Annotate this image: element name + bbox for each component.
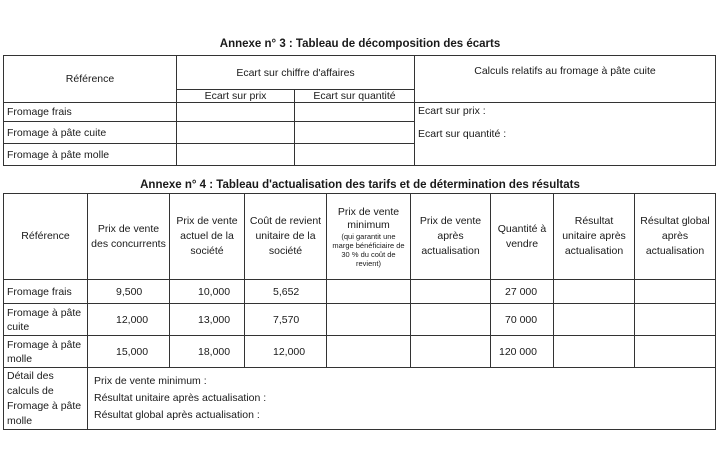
t4-cell xyxy=(327,280,411,304)
t4-cout-revient: 12,000 xyxy=(245,336,327,368)
t4-cout-revient-header: Coût de revient unitaire de la société xyxy=(245,194,327,280)
t3-cell xyxy=(177,103,295,122)
t4-cell xyxy=(554,304,635,336)
t3-cell xyxy=(295,103,415,122)
t4-quantite: 70 000 xyxy=(491,304,554,336)
t3-reference-header: Référence xyxy=(4,56,177,103)
t4-cell xyxy=(411,304,491,336)
t3-calc-prix: Ecart sur prix : xyxy=(415,103,716,122)
t3-ecart-ca-header: Ecart sur chiffre d'affaires xyxy=(177,56,415,90)
t3-cell xyxy=(177,144,295,166)
t3-ecart-quantite-header: Ecart sur quantité xyxy=(295,90,415,103)
t3-row-label: Fromage frais xyxy=(4,103,177,122)
t4-reference-header: Référence xyxy=(4,194,88,280)
t4-prix-min-note-b: marge bénéficiaire de 30 % du coût de revient) xyxy=(332,240,405,268)
t4-quantite: 27 000 xyxy=(491,280,554,304)
t4-prix-min-label: Prix de vente minimum xyxy=(337,205,400,231)
t4-quantite-header: Quantité à vendre xyxy=(491,194,554,280)
t4-detail-line: Résultat unitaire après actualisation : xyxy=(94,392,267,404)
t4-cell xyxy=(635,280,716,304)
t4-prix-actuel: 18,000 xyxy=(170,336,245,368)
t4-cell xyxy=(635,304,716,336)
t4-resultat-unitaire-header: Résultat unitaire après actualisation xyxy=(554,194,635,280)
t4-prix-concurrents-header: Prix de vente des concurrents xyxy=(88,194,170,280)
t3-calc-quantite: Ecart sur quantité : xyxy=(415,122,716,166)
t4-resultat-global-header: Résultat global après actualisation xyxy=(635,194,716,280)
actualisation-table xyxy=(3,193,716,430)
t4-cout-revient: 5,652 xyxy=(245,280,327,304)
t4-detail-block xyxy=(88,368,716,430)
t3-row-label: Fromage à pâte molle xyxy=(4,144,177,166)
t4-cell xyxy=(327,336,411,368)
t4-row-label: Fromage frais xyxy=(4,280,88,304)
t4-prix-actuel: 10,000 xyxy=(170,280,245,304)
t4-row-label: Fromage à pâte molle xyxy=(4,336,88,368)
t4-cell xyxy=(554,336,635,368)
t4-prix-concurrents: 9,500 xyxy=(88,280,170,304)
t3-ecart-prix-header: Ecart sur prix xyxy=(177,90,295,103)
t4-prix-apres-header: Prix de vente après actualisation xyxy=(411,194,491,280)
t3-cell xyxy=(177,122,295,144)
t3-calculs-header: Calculs relatifs au fromage à pâte cuite xyxy=(415,56,716,103)
t4-prix-min-header xyxy=(327,194,411,280)
annexe3-title: Annexe n° 3 : Tableau de décomposition des écarts xyxy=(219,38,501,50)
t4-cell xyxy=(411,336,491,368)
t4-cell xyxy=(411,280,491,304)
t3-cell xyxy=(295,122,415,144)
t4-prix-actuel: 13,000 xyxy=(170,304,245,336)
t4-quantite: 120 000 xyxy=(491,336,554,368)
t4-prix-concurrents: 12,000 xyxy=(88,304,170,336)
t4-detail-label: Détail des calculs de Fromage à pâte molle xyxy=(4,368,88,430)
ecarts-table xyxy=(3,55,716,166)
t4-cell xyxy=(635,336,716,368)
t4-prix-min-note-a: (qui garantit une xyxy=(341,231,396,241)
t4-detail-line: Prix de vente minimum : xyxy=(94,375,207,387)
t3-row-label: Fromage à pâte cuite xyxy=(4,122,177,144)
t4-prix-actuel-header: Prix de vente actuel de la société xyxy=(170,194,245,280)
t4-detail-line: Résultat global après actualisation : xyxy=(94,409,260,421)
t4-row-label: Fromage à pâte cuite xyxy=(4,304,88,336)
annexe4-title: Annexe n° 4 : Tableau d'actualisation des tarifs et de détermination des résultats xyxy=(140,179,580,191)
t4-cell xyxy=(554,280,635,304)
t4-prix-concurrents: 15,000 xyxy=(88,336,170,368)
t4-cell xyxy=(327,304,411,336)
t3-cell xyxy=(295,144,415,166)
t4-cout-revient: 7,570 xyxy=(245,304,327,336)
